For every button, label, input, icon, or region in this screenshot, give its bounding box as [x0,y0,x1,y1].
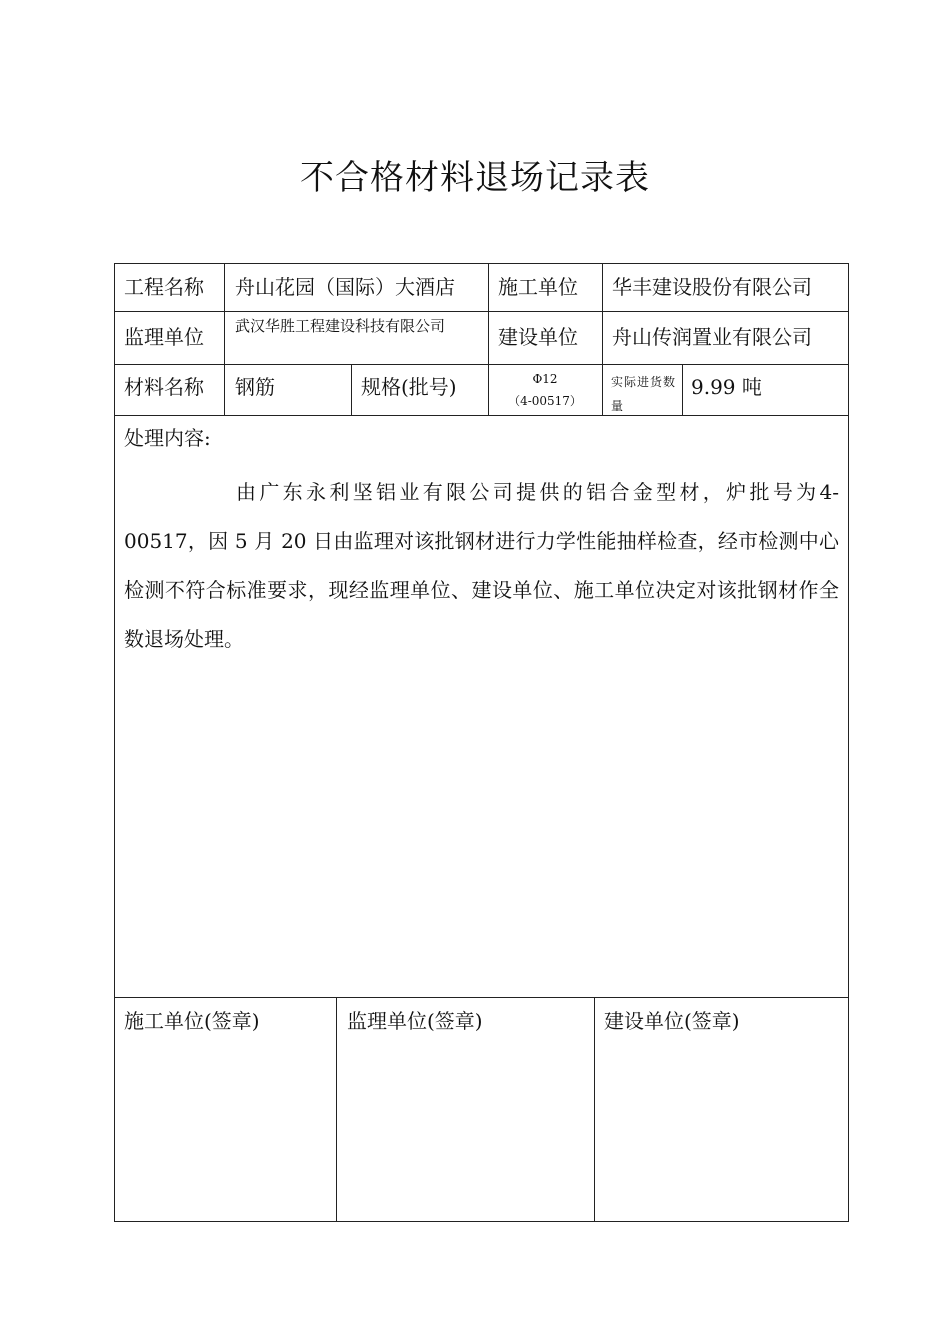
material-name-label: 材料名称 [124,375,204,399]
page-title: 不合格材料退场记录表 [300,158,650,198]
record-table [114,263,849,1221]
handling-text: 由广东永利坚铝业有限公司提供的铝合金型材，炉批号为4-00517，因 5 月 20 日由监理对该批钢材进行力学性能抽样检查，经市检测中心检测不符合标准要求，现经监理单位、建设单位、施工单位决定对该批钢材作全数退场处理。 [124,480,839,651]
handling-label: 处理内容: [124,426,211,450]
project-name-value: 舟山花园（国际）大酒店 [235,275,455,299]
owner-signature-label: 建设单位(签章) [604,1009,740,1033]
supervisor-label: 监理单位 [124,325,204,349]
contractor-signature-label: 施工单位(签章) [124,1009,260,1033]
supervisor-signature-label: 监理单位(签章) [347,1009,483,1033]
project-name-label: 工程名称 [124,275,204,299]
actual-quantity-value: 9.99 吨 [691,375,762,399]
actual-quantity-label: 实际进货数量 [611,375,677,413]
contractor-label: 施工单位 [498,275,578,299]
material-name-value: 钢筋 [235,375,275,399]
spec-label: 规格(批号) [361,375,457,399]
batch-number: （4-00517） [508,394,582,408]
supervisor-value: 武汉华胜工程建设科技有限公司 [235,317,446,335]
spec-value: Φ12 [532,372,558,386]
owner-value: 舟山传润置业有限公司 [612,325,812,349]
owner-label: 建设单位 [498,325,578,349]
contractor-value: 华丰建设股份有限公司 [612,275,812,299]
